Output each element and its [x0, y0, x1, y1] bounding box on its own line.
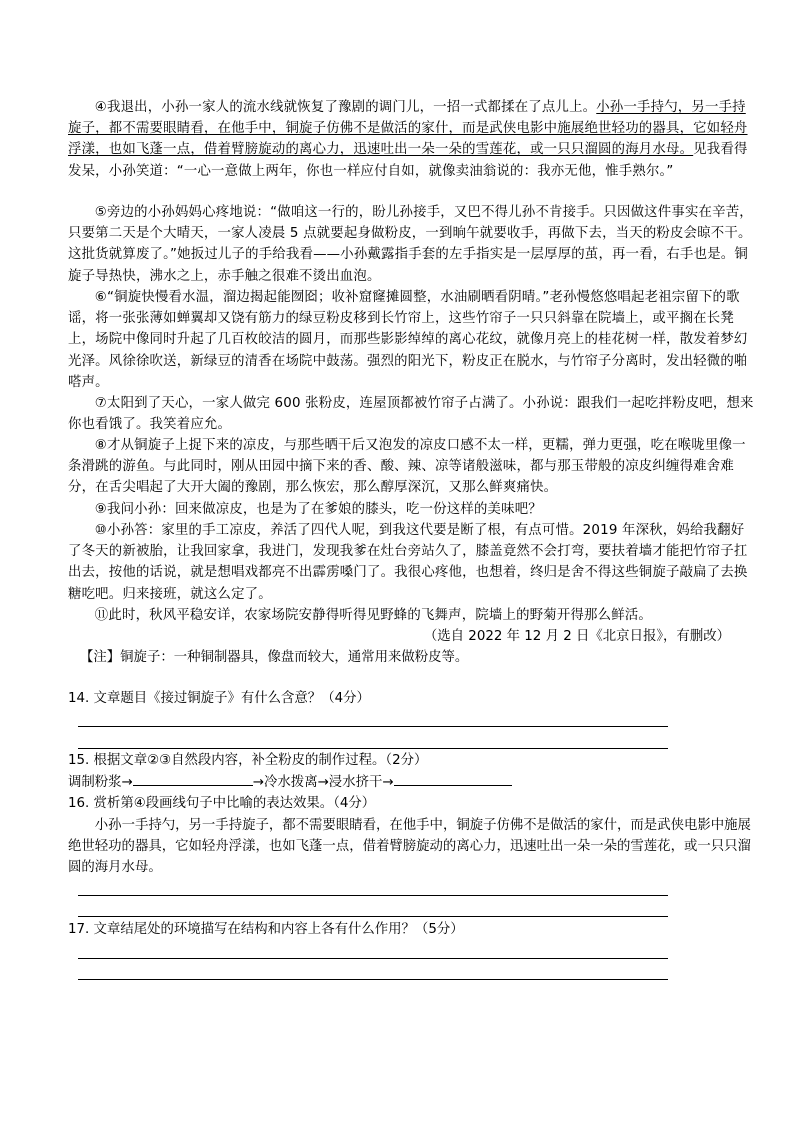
process-blank-2[interactable] — [394, 771, 512, 786]
question-14: 14. 文章题目《接过铜旋子》有什么含意？（4分） — [68, 691, 370, 706]
paragraph-6: ⑥“铜旋快慢看水温，溜边揭起能囫囵；收补窟窿摊圆整，水油刷晒看阴晴。”老孙慢悠悠唱起老祖宗留下的歌谣，将一张张薄如蝉翼却又饶有筋力的绿豆粉皮移到长竹帘上，这些竹帘子一只只斜靠在院墙上，或平搁在长凳上，场院中像同时升起了几百枚皎洁的圆月，而那些影影绰绰的离心花纹，就像月亮上的桂花树一样，散发着梦幻光泽。风徐徐吹送，新绿豆的清香在场院中鼓荡。强烈的阳光下，粉皮正在脱水，与竹帘子分离时，发出轻微的啪嗒声。 — [68, 290, 748, 390]
process-fill-row — [68, 771, 512, 793]
paragraph-8: ⑧才从铜旋子上捉下来的凉皮，与那些晒干后又泡发的凉皮口感不太一样，更糯，弹力更强，吃在喉咙里像一条滑跳的游鱼。与此同时，刚从田园中摘下来的香、酸、辣、凉等诸般滋味，都与那玉带般的凉皮纠缠得难舍难分，在舌尖唱起了大开大阖的豫剧，那么恢宏，那么醇厚深沉，又那么鲜爽痛快。 — [68, 438, 746, 496]
question-15: 15. 根据文章②③自然段内容，补全粉皮的制作过程。（2分） — [68, 753, 428, 768]
paragraph-5: ⑤旁边的小孙妈妈心疼地说：“做咱这一行的，盼儿孙接手，又巴不得儿孙不肯接手。只因做这件事实在辛苦，只要第二天是个大晴天，一家人凌晨 5 点就要起身做粉皮，一到晌午就要收手，再做下去，当天的粉皮会晾不干。这批货就算废了。”她扳过儿子的手给我看——小孙戴露指手套的左手指实是一层厚厚的茧，再一看，右手也是。铜旋子导热快，沸水之上，赤手触之很难不烫出血泡。 — [68, 205, 753, 284]
answer-line-16-2[interactable] — [78, 916, 668, 917]
question-17: 17. 文章结尾处的环境描写在结构和内容上各有什么作用？（5分） — [68, 922, 464, 937]
answer-line-17-1[interactable] — [78, 958, 668, 959]
process-step-1: 调制粉浆→ — [68, 775, 133, 790]
question-16-quote: 小孙一手持勺，另一手持旋子，都不需要眼睛看，在他手中，铜旋子仿佛不是做活的家什，而是武侠电影中施展绝世轻功的器具，它如轻舟浮漾，也如飞蓬一点，借着臂膀旋动的离心力，迅速吐出一朵一朵的雪莲花，或一只只溜圆的海月水母。 — [68, 818, 751, 876]
paragraph-11: ⑪此时，秋风平稳安详，农家场院安静得听得见野蜂的飞舞声，院墙上的野菊开得那么鲜活。 — [94, 608, 653, 623]
article-source: （选自 2022 年 12 月 2 日《北京日报》，有删改） — [423, 629, 730, 644]
process-step-3: →冷水拨离→浸水挤干→ — [252, 775, 394, 790]
answer-line-17-2[interactable] — [78, 979, 668, 980]
p4-text-after: 见我看得发呆，小孙笑道：“一心一意做上两年，你也一样应付自如，就像卖油翁说的：我亦无他，惟手熟尔。” — [68, 142, 748, 179]
question-16: 16. 赏析第④段画线句子中比喻的表达效果。（4分） — [68, 796, 376, 811]
p4-underlined-sentence: 小孙一手持勺，另一手持旋子，都不需要眼睛看，在他手中，铜旋子仿佛不是做活的家什，而是武侠电影中施展绝世轻功的器具，它如轻舟浮漾，也如飞蓬一点，借着臂膀旋动的离心力，迅速吐出一朵一朵的雪莲花，或一只只溜圆的海月水母。 — [68, 100, 748, 158]
paragraph-10: ⑩小孙答：家里的手工凉皮，养活了四代人呢，到我这代要是断了根，有点可惜。2019 年深秋，妈给我翻好了冬天的新被胎，让我回家拿，我进门，发现我爹在灶台旁站久了，膝盖竟然不会打弯，要扶着墙才能把竹帘子扛出去，按他的话说，就是想唱戏都亮不出霹雳嗓门了。我很心疼他，也想着，终归是舍不得这些铜旋子敲扁了去换糖吃吧。归来接班，就这么定了。 — [68, 523, 748, 602]
answer-line-16-1[interactable] — [78, 895, 668, 896]
p4-text-before: ④我退出，小孙一家人的流水线就恢复了豫剧的调门儿，一招一式都揉在了点儿上。 — [94, 100, 597, 115]
paragraph-7: ⑦太阳到了天心，一家人做完 600 张粉皮，连屋顶都被竹帘子占满了。小孙说：跟我们一起吃拌粉皮吧，想来你也看饿了。我笑着应允。 — [68, 396, 754, 433]
paragraph-9: ⑨我问小孙：回来做凉皮，也是为了在爹娘的膝头，吃一份这样的美味吧？ — [94, 502, 542, 517]
process-blank-1[interactable] — [133, 771, 253, 786]
answer-line-14-1[interactable] — [78, 726, 668, 727]
paragraph-4 — [68, 97, 756, 182]
article-note: 【注】铜旋子：一种铜制器具，像盘而较大，通常用来做粉皮等。 — [80, 650, 469, 665]
answer-line-14-2[interactable] — [78, 748, 668, 749]
